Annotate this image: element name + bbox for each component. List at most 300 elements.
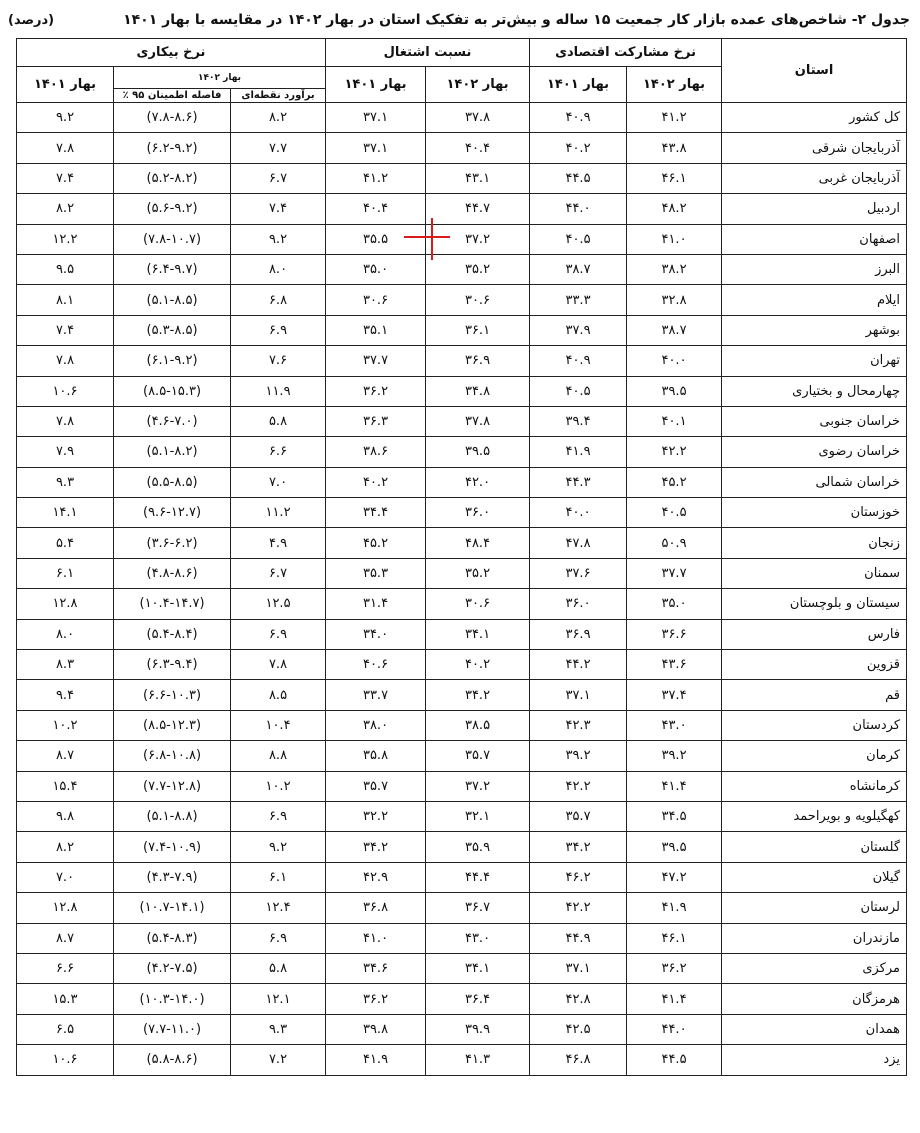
unemployment-1401-cell: ۱۰.۶ — [17, 376, 114, 406]
unemployment-1401-cell: ۱۲.۸ — [17, 589, 114, 619]
unemployment-point-cell: ۷.۶ — [231, 346, 326, 376]
employment-1401-cell: ۴۰.۶ — [326, 650, 426, 680]
province-cell: گیلان — [722, 862, 907, 892]
unemployment-ci-cell: (۵.۶-۹.۲) — [114, 194, 231, 224]
table-row — [17, 741, 907, 771]
unemployment-point-cell: ۷.۸ — [231, 650, 326, 680]
unemployment-1401-cell: ۸.۷ — [17, 923, 114, 953]
employment-1401-cell: ۳۷.۷ — [326, 346, 426, 376]
participation-1401-cell: ۴۴.۰ — [530, 194, 627, 224]
unemployment-1401-cell: ۸.۳ — [17, 650, 114, 680]
employment-1402-cell: ۳۰.۶ — [426, 589, 530, 619]
participation-1401-cell: ۴۰.۹ — [530, 103, 627, 133]
unemployment-1401-cell: ۶.۶ — [17, 953, 114, 983]
participation-1402-cell: ۴۴.۰ — [627, 1014, 722, 1044]
unemployment-1401-cell: ۱۵.۴ — [17, 771, 114, 801]
participation-1401-cell: ۳۷.۶ — [530, 558, 627, 588]
participation-1401-cell: ۳۶.۹ — [530, 619, 627, 649]
employment-1402-cell: ۳۴.۸ — [426, 376, 530, 406]
province-cell: قم — [722, 680, 907, 710]
unemployment-1401-cell: ۸.۰ — [17, 619, 114, 649]
employment-1401-cell: ۳۹.۸ — [326, 1014, 426, 1044]
participation-1402-cell: ۴۱.۲ — [627, 103, 722, 133]
employment-1401-cell: ۴۱.۲ — [326, 163, 426, 193]
employment-1402-cell: ۳۵.۹ — [426, 832, 530, 862]
unemployment-ci-cell: (۱۰.۳-۱۴.۰) — [114, 984, 231, 1014]
employment-1401-cell: ۳۶.۸ — [326, 893, 426, 923]
participation-1401-cell: ۴۲.۳ — [530, 710, 627, 740]
participation-1402-cell: ۳۹.۵ — [627, 832, 722, 862]
participation-1401-cell: ۳۵.۷ — [530, 801, 627, 831]
unemployment-1401-cell: ۷.۹ — [17, 437, 114, 467]
participation-1402-cell: ۴۱.۴ — [627, 984, 722, 1014]
unemployment-1401-cell: ۱۰.۲ — [17, 710, 114, 740]
unemployment-1401-cell: ۸.۲ — [17, 832, 114, 862]
table-row — [17, 650, 907, 680]
unemployment-ci-cell: (۵.۱-۸.۵) — [114, 285, 231, 315]
header-confidence-interval: فاصله اطمینان ۹۵ ٪ — [114, 89, 231, 103]
province-cell: تهران — [722, 346, 907, 376]
unemployment-1401-cell: ۱۴.۱ — [17, 498, 114, 528]
participation-1401-cell: ۳۷.۱ — [530, 680, 627, 710]
table-row — [17, 194, 907, 224]
unemployment-1401-cell: ۹.۲ — [17, 103, 114, 133]
employment-1402-cell: ۳۶.۴ — [426, 984, 530, 1014]
table-row — [17, 558, 907, 588]
participation-1401-cell: ۴۶.۸ — [530, 1045, 627, 1075]
employment-1401-cell: ۳۴.۶ — [326, 953, 426, 983]
province-cell: کهگیلویه و بویراحمد — [722, 801, 907, 831]
participation-1401-cell: ۴۰.۵ — [530, 376, 627, 406]
table-row — [17, 1045, 907, 1075]
participation-1401-cell: ۳۳.۳ — [530, 285, 627, 315]
table-row — [17, 467, 907, 497]
unemployment-ci-cell: (۹.۶-۱۲.۷) — [114, 498, 231, 528]
unemployment-point-cell: ۷.۴ — [231, 194, 326, 224]
employment-1401-cell: ۳۱.۴ — [326, 589, 426, 619]
header-province: استان — [722, 39, 907, 103]
table-row — [17, 498, 907, 528]
employment-1401-cell: ۳۶.۲ — [326, 984, 426, 1014]
province-cell: خراسان شمالی — [722, 467, 907, 497]
participation-1402-cell: ۴۱.۴ — [627, 771, 722, 801]
header-participation-1401: بهار ۱۴۰۱ — [530, 67, 627, 103]
table-row — [17, 984, 907, 1014]
unemployment-ci-cell: (۶.۶-۱۰.۳) — [114, 680, 231, 710]
participation-1402-cell: ۳۹.۲ — [627, 741, 722, 771]
employment-1402-cell: ۳۶.۹ — [426, 346, 530, 376]
participation-1401-cell: ۳۸.۷ — [530, 254, 627, 284]
participation-1402-cell: ۳۲.۸ — [627, 285, 722, 315]
participation-1402-cell: ۴۰.۰ — [627, 346, 722, 376]
unemployment-point-cell: ۱۱.۲ — [231, 498, 326, 528]
unemployment-ci-cell: (۶.۴-۹.۷) — [114, 254, 231, 284]
participation-1401-cell: ۴۰.۵ — [530, 224, 627, 254]
unemployment-1401-cell: ۵.۴ — [17, 528, 114, 558]
unemployment-1401-cell: ۱۲.۲ — [17, 224, 114, 254]
unemployment-ci-cell: (۶.۳-۹.۴) — [114, 650, 231, 680]
unemployment-point-cell: ۱۰.۲ — [231, 771, 326, 801]
participation-1401-cell: ۴۲.۸ — [530, 984, 627, 1014]
unemployment-ci-cell: (۷.۷-۱۲.۸) — [114, 771, 231, 801]
employment-1402-cell: ۳۴.۲ — [426, 680, 530, 710]
unemployment-ci-cell: (۷.۸-۱۰.۷) — [114, 224, 231, 254]
unemployment-1401-cell: ۷.۸ — [17, 133, 114, 163]
employment-1401-cell: ۳۵.۵ — [326, 224, 426, 254]
employment-1402-cell: ۳۶.۱ — [426, 315, 530, 345]
unemployment-1401-cell: ۷.۴ — [17, 315, 114, 345]
province-cell: کرمان — [722, 741, 907, 771]
unemployment-point-cell: ۷.۰ — [231, 467, 326, 497]
province-cell: کردستان — [722, 710, 907, 740]
participation-1401-cell: ۴۴.۵ — [530, 163, 627, 193]
participation-1401-cell: ۴۲.۲ — [530, 893, 627, 923]
province-cell: خراسان رضوی — [722, 437, 907, 467]
employment-1402-cell: ۳۷.۸ — [426, 406, 530, 436]
unemployment-point-cell: ۷.۷ — [231, 133, 326, 163]
table-row — [17, 862, 907, 892]
participation-1401-cell: ۴۴.۳ — [530, 467, 627, 497]
employment-1402-cell: ۳۹.۵ — [426, 437, 530, 467]
employment-1402-cell: ۴۲.۰ — [426, 467, 530, 497]
participation-1401-cell: ۳۷.۱ — [530, 953, 627, 983]
table-row — [17, 953, 907, 983]
employment-1401-cell: ۳۵.۷ — [326, 771, 426, 801]
unemployment-1401-cell: ۷.۸ — [17, 406, 114, 436]
unemployment-point-cell: ۶.۷ — [231, 558, 326, 588]
unemployment-point-cell: ۵.۸ — [231, 953, 326, 983]
participation-1402-cell: ۴۳.۰ — [627, 710, 722, 740]
unemployment-point-cell: ۷.۲ — [231, 1045, 326, 1075]
participation-1401-cell: ۳۷.۹ — [530, 315, 627, 345]
unemployment-1401-cell: ۸.۱ — [17, 285, 114, 315]
participation-1402-cell: ۴۳.۶ — [627, 650, 722, 680]
participation-1402-cell: ۳۸.۲ — [627, 254, 722, 284]
employment-1402-cell: ۳۶.۰ — [426, 498, 530, 528]
province-cell: البرز — [722, 254, 907, 284]
unemployment-point-cell: ۸.۸ — [231, 741, 326, 771]
unemployment-point-cell: ۸.۰ — [231, 254, 326, 284]
participation-1401-cell: ۴۰.۲ — [530, 133, 627, 163]
unemployment-1401-cell: ۷.۰ — [17, 862, 114, 892]
province-cell: چهارمحال و بختیاری — [722, 376, 907, 406]
header-participation-1402: بهار ۱۴۰۲ — [627, 67, 722, 103]
participation-1401-cell: ۴۶.۲ — [530, 862, 627, 892]
employment-1402-cell: ۳۷.۸ — [426, 103, 530, 133]
unemployment-point-cell: ۶.۹ — [231, 801, 326, 831]
province-cell: بوشهر — [722, 315, 907, 345]
province-cell: اصفهان — [722, 224, 907, 254]
unemployment-ci-cell: (۴.۶-۷.۰) — [114, 406, 231, 436]
unemployment-ci-cell: (۸.۵-۱۲.۳) — [114, 710, 231, 740]
employment-1401-cell: ۳۰.۶ — [326, 285, 426, 315]
unemployment-ci-cell: (۸.۵-۱۵.۳) — [114, 376, 231, 406]
province-cell: خوزستان — [722, 498, 907, 528]
participation-1402-cell: ۴۰.۵ — [627, 498, 722, 528]
employment-1401-cell: ۳۸.۰ — [326, 710, 426, 740]
unit-label: (درصد) — [8, 12, 55, 28]
table-row — [17, 406, 907, 436]
participation-1402-cell: ۳۶.۲ — [627, 953, 722, 983]
employment-1401-cell: ۳۸.۶ — [326, 437, 426, 467]
participation-1402-cell: ۴۳.۸ — [627, 133, 722, 163]
unemployment-point-cell: ۹.۲ — [231, 832, 326, 862]
employment-1402-cell: ۳۵.۷ — [426, 741, 530, 771]
employment-1402-cell: ۴۰.۴ — [426, 133, 530, 163]
unemployment-1401-cell: ۱۰.۶ — [17, 1045, 114, 1075]
table-row — [17, 832, 907, 862]
employment-1401-cell: ۴۱.۹ — [326, 1045, 426, 1075]
unemployment-point-cell: ۶.۹ — [231, 923, 326, 953]
table-row — [17, 1014, 907, 1044]
employment-1402-cell: ۳۵.۲ — [426, 558, 530, 588]
participation-1402-cell: ۳۴.۵ — [627, 801, 722, 831]
table-row — [17, 710, 907, 740]
employment-1402-cell: ۴۴.۴ — [426, 862, 530, 892]
unemployment-point-cell: ۴.۹ — [231, 528, 326, 558]
province-cell: سیستان و بلوچستان — [722, 589, 907, 619]
employment-1401-cell: ۳۷.۱ — [326, 133, 426, 163]
table-row — [17, 619, 907, 649]
unemployment-point-cell: ۶.۷ — [231, 163, 326, 193]
participation-1401-cell: ۴۰.۹ — [530, 346, 627, 376]
unemployment-1401-cell: ۹.۳ — [17, 467, 114, 497]
unemployment-1401-cell: ۸.۷ — [17, 741, 114, 771]
unemployment-ci-cell: (۵.۴-۸.۴) — [114, 619, 231, 649]
province-cell: کل کشور — [722, 103, 907, 133]
employment-1402-cell: ۴۴.۷ — [426, 194, 530, 224]
province-cell: آذربایجان غربی — [722, 163, 907, 193]
unemployment-point-cell: ۱۲.۵ — [231, 589, 326, 619]
header-employment-1402: بهار ۱۴۰۲ — [426, 67, 530, 103]
unemployment-point-cell: ۹.۳ — [231, 1014, 326, 1044]
participation-1401-cell: ۴۰.۰ — [530, 498, 627, 528]
employment-1401-cell: ۴۰.۲ — [326, 467, 426, 497]
participation-1402-cell: ۵۰.۹ — [627, 528, 722, 558]
province-cell: فارس — [722, 619, 907, 649]
employment-1401-cell: ۴۲.۹ — [326, 862, 426, 892]
table-row — [17, 771, 907, 801]
province-cell: قزوین — [722, 650, 907, 680]
unemployment-point-cell: ۶.۱ — [231, 862, 326, 892]
employment-1401-cell: ۴۰.۴ — [326, 194, 426, 224]
table-row — [17, 528, 907, 558]
unemployment-point-cell: ۶.۸ — [231, 285, 326, 315]
employment-1402-cell: ۴۳.۰ — [426, 923, 530, 953]
participation-1401-cell: ۴۲.۲ — [530, 771, 627, 801]
participation-1401-cell: ۴۱.۹ — [530, 437, 627, 467]
unemployment-ci-cell: (۱۰.۴-۱۴.۷) — [114, 589, 231, 619]
employment-1401-cell: ۳۵.۰ — [326, 254, 426, 284]
employment-1401-cell: ۳۶.۲ — [326, 376, 426, 406]
province-cell: مازندران — [722, 923, 907, 953]
participation-1402-cell: ۳۷.۴ — [627, 680, 722, 710]
table-row — [17, 224, 907, 254]
participation-1402-cell: ۴۱.۰ — [627, 224, 722, 254]
table-row — [17, 923, 907, 953]
province-cell: یزد — [722, 1045, 907, 1075]
unemployment-1401-cell: ۱۲.۸ — [17, 893, 114, 923]
unemployment-point-cell: ۱۲.۱ — [231, 984, 326, 1014]
employment-1401-cell: ۳۵.۳ — [326, 558, 426, 588]
participation-1402-cell: ۴۲.۲ — [627, 437, 722, 467]
participation-1402-cell: ۴۷.۲ — [627, 862, 722, 892]
participation-1401-cell: ۴۴.۲ — [530, 650, 627, 680]
province-cell: مرکزی — [722, 953, 907, 983]
participation-1401-cell: ۳۴.۲ — [530, 832, 627, 862]
title-row — [8, 6, 910, 34]
unemployment-point-cell: ۱۲.۴ — [231, 893, 326, 923]
unemployment-point-cell: ۸.۵ — [231, 680, 326, 710]
participation-1402-cell: ۴۰.۱ — [627, 406, 722, 436]
unemployment-1401-cell: ۷.۴ — [17, 163, 114, 193]
table-row — [17, 437, 907, 467]
unemployment-point-cell: ۵.۸ — [231, 406, 326, 436]
table-title: جدول ۲- شاخص‌های عمده بازار کار جمعیت ۱۵ ساله و بیش‌تر به تفکیک استان در بهار ۱۴۰۲ در مقایسه با بهار ۱۴۰۱ — [123, 12, 910, 28]
unemployment-1401-cell: ۷.۸ — [17, 346, 114, 376]
province-cell: اردبیل — [722, 194, 907, 224]
unemployment-1401-cell: ۱۵.۳ — [17, 984, 114, 1014]
table-body — [17, 103, 907, 1076]
employment-1402-cell: ۳۷.۲ — [426, 224, 530, 254]
header-point-estimate: برآورد نقطه‌ای — [231, 89, 326, 103]
table-row — [17, 103, 907, 133]
employment-1402-cell: ۴۰.۲ — [426, 650, 530, 680]
participation-1401-cell: ۳۹.۲ — [530, 741, 627, 771]
unemployment-point-cell: ۱۱.۹ — [231, 376, 326, 406]
employment-1401-cell: ۳۶.۳ — [326, 406, 426, 436]
participation-1402-cell: ۳۶.۶ — [627, 619, 722, 649]
unemployment-ci-cell: (۷.۷-۱۱.۰) — [114, 1014, 231, 1044]
labor-market-table — [16, 38, 907, 1076]
employment-1402-cell: ۴۸.۴ — [426, 528, 530, 558]
unemployment-ci-cell: (۵.۴-۸.۳) — [114, 923, 231, 953]
participation-1401-cell: ۴۷.۸ — [530, 528, 627, 558]
unemployment-point-cell: ۶.۹ — [231, 315, 326, 345]
unemployment-1401-cell: ۹.۵ — [17, 254, 114, 284]
unemployment-1401-cell: ۹.۴ — [17, 680, 114, 710]
employment-1401-cell: ۳۴.۲ — [326, 832, 426, 862]
unemployment-ci-cell: (۷.۸-۸.۶) — [114, 103, 231, 133]
table-row — [17, 254, 907, 284]
participation-1401-cell: ۳۶.۰ — [530, 589, 627, 619]
table-row — [17, 163, 907, 193]
province-cell: کرمانشاه — [722, 771, 907, 801]
participation-1402-cell: ۴۸.۲ — [627, 194, 722, 224]
unemployment-ci-cell: (۴.۲-۷.۵) — [114, 953, 231, 983]
participation-1401-cell: ۳۹.۴ — [530, 406, 627, 436]
header-unemployment-1402: بهار ۱۴۰۲ — [114, 67, 326, 89]
unemployment-ci-cell: (۵.۱-۸.۲) — [114, 437, 231, 467]
employment-1402-cell: ۳۴.۱ — [426, 619, 530, 649]
province-cell: زنجان — [722, 528, 907, 558]
unemployment-point-cell: ۹.۲ — [231, 224, 326, 254]
employment-1401-cell: ۴۱.۰ — [326, 923, 426, 953]
participation-1402-cell: ۴۶.۱ — [627, 163, 722, 193]
participation-1402-cell: ۳۹.۵ — [627, 376, 722, 406]
employment-1401-cell: ۳۵.۱ — [326, 315, 426, 345]
employment-1401-cell: ۳۴.۰ — [326, 619, 426, 649]
header-employment-ratio: نسبت اشتغال — [326, 39, 530, 67]
table-row — [17, 133, 907, 163]
unemployment-point-cell: ۱۰.۴ — [231, 710, 326, 740]
employment-1402-cell: ۳۶.۷ — [426, 893, 530, 923]
province-cell: هرمزگان — [722, 984, 907, 1014]
unemployment-ci-cell: (۴.۸-۸.۶) — [114, 558, 231, 588]
participation-1401-cell: ۴۴.۹ — [530, 923, 627, 953]
unemployment-ci-cell: (۶.۸-۱۰.۸) — [114, 741, 231, 771]
employment-1402-cell: ۳۰.۶ — [426, 285, 530, 315]
unemployment-ci-cell: (۳.۶-۶.۲) — [114, 528, 231, 558]
unemployment-point-cell: ۶.۶ — [231, 437, 326, 467]
province-cell: آذربایجان شرقی — [722, 133, 907, 163]
employment-1402-cell: ۴۳.۱ — [426, 163, 530, 193]
unemployment-ci-cell: (۵.۵-۸.۵) — [114, 467, 231, 497]
participation-1402-cell: ۴۴.۵ — [627, 1045, 722, 1075]
header-participation: نرخ مشارکت اقتصادی — [530, 39, 722, 67]
participation-1402-cell: ۳۷.۷ — [627, 558, 722, 588]
unemployment-ci-cell: (۶.۲-۹.۲) — [114, 133, 231, 163]
unemployment-1401-cell: ۸.۲ — [17, 194, 114, 224]
table-row — [17, 315, 907, 345]
unemployment-ci-cell: (۴.۳-۷.۹) — [114, 862, 231, 892]
unemployment-ci-cell: (۶.۱-۹.۲) — [114, 346, 231, 376]
participation-1401-cell: ۴۲.۵ — [530, 1014, 627, 1044]
table-row — [17, 285, 907, 315]
header-unemployment: نرخ بیکاری — [17, 39, 326, 67]
employment-1402-cell: ۴۱.۳ — [426, 1045, 530, 1075]
cursor-crosshair-horizontal — [404, 236, 450, 238]
header-employment-1401: بهار ۱۴۰۱ — [326, 67, 426, 103]
employment-1401-cell: ۳۳.۷ — [326, 680, 426, 710]
province-cell: خراسان جنوبی — [722, 406, 907, 436]
employment-1402-cell: ۳۵.۲ — [426, 254, 530, 284]
header-unemployment-1401: بهار ۱۴۰۱ — [17, 67, 114, 103]
unemployment-point-cell: ۸.۲ — [231, 103, 326, 133]
unemployment-ci-cell: (۵.۳-۸.۵) — [114, 315, 231, 345]
province-cell: سمنان — [722, 558, 907, 588]
table-row — [17, 376, 907, 406]
unemployment-ci-cell: (۵.۸-۸.۶) — [114, 1045, 231, 1075]
table-row — [17, 893, 907, 923]
unemployment-ci-cell: (۷.۴-۱۰.۹) — [114, 832, 231, 862]
unemployment-1401-cell: ۹.۸ — [17, 801, 114, 831]
employment-1402-cell: ۳۴.۱ — [426, 953, 530, 983]
employment-1402-cell: ۳۸.۵ — [426, 710, 530, 740]
participation-1402-cell: ۳۸.۷ — [627, 315, 722, 345]
employment-1401-cell: ۴۵.۲ — [326, 528, 426, 558]
unemployment-ci-cell: (۵.۲-۸.۲) — [114, 163, 231, 193]
table-row — [17, 801, 907, 831]
unemployment-1401-cell: ۶.۵ — [17, 1014, 114, 1044]
table-row — [17, 589, 907, 619]
province-cell: لرستان — [722, 893, 907, 923]
employment-1402-cell: ۳۷.۲ — [426, 771, 530, 801]
unemployment-ci-cell: (۱۰.۷-۱۴.۱) — [114, 893, 231, 923]
participation-1402-cell: ۳۵.۰ — [627, 589, 722, 619]
employment-1401-cell: ۳۵.۸ — [326, 741, 426, 771]
employment-1401-cell: ۳۷.۱ — [326, 103, 426, 133]
table-row — [17, 346, 907, 376]
unemployment-1401-cell: ۶.۱ — [17, 558, 114, 588]
cursor-crosshair-vertical — [431, 218, 433, 260]
unemployment-ci-cell: (۵.۱-۸.۸) — [114, 801, 231, 831]
employment-1402-cell: ۳۲.۱ — [426, 801, 530, 831]
participation-1402-cell: ۴۱.۹ — [627, 893, 722, 923]
participation-1402-cell: ۴۶.۱ — [627, 923, 722, 953]
participation-1402-cell: ۴۵.۲ — [627, 467, 722, 497]
unemployment-point-cell: ۶.۹ — [231, 619, 326, 649]
